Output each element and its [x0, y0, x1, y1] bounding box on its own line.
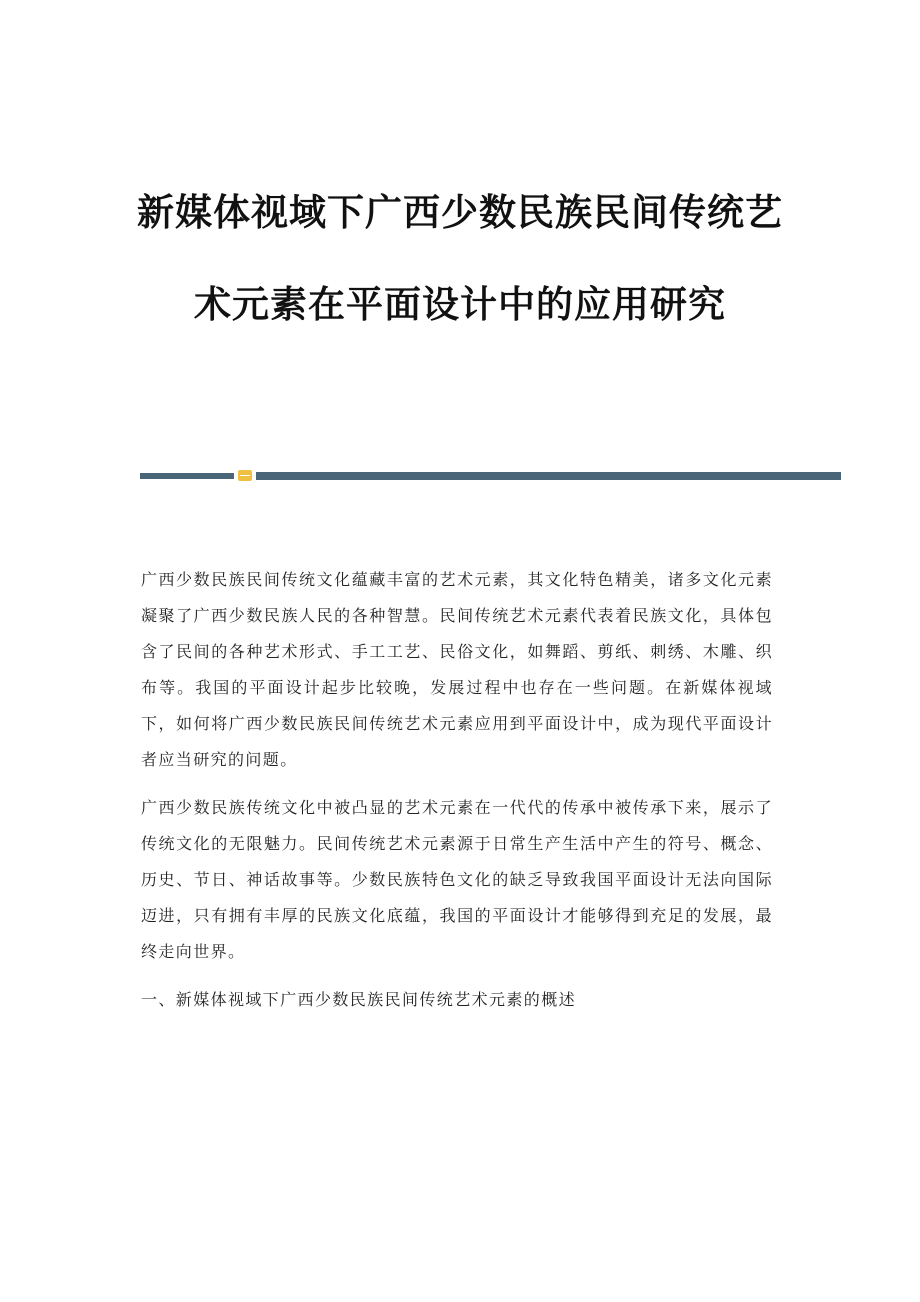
- title-line-1: 新媒体视域下广西少数民族民间传统艺: [137, 190, 783, 234]
- title-line-2: 术元素在平面设计中的应用研究: [194, 282, 726, 326]
- section-heading: 一、新媒体视域下广西少数民族民间传统艺术元素的概述: [141, 990, 577, 1009]
- divider-bar-left: [140, 473, 234, 479]
- divider-bar-right: [256, 472, 841, 480]
- document-body: [141, 562, 773, 1018]
- paragraph-2: 广西少数民族传统文化中被凸显的艺术元素在一代代的传承中被传承下来，展示了传统文化的无限魅力。民间传统艺术元素源于日常生产生活中产生的符号、概念、历史、节日、神话故事等。少数民族特色文化的缺乏导致我国平面设计无法向国际迈进，只有拥有丰厚的民族文化底蕴，我国的平面设计才能够得到充足的发展，最终走向世界。: [141, 798, 773, 961]
- title-divider: [140, 470, 841, 482]
- paragraph-1: 广西少数民族民间传统文化蕴藏丰富的艺术元素，其文化特色精美，诸多文化元素凝聚了广西少数民族人民的各种智慧。民间传统艺术元素代表着民族文化，具体包含了民间的各种艺术形式、手工工艺、民俗文化，如舞蹈、剪纸、刺绣、木雕、织布等。我国的平面设计起步比较晚，发展过程中也存在一些问题。在新媒体视域下，如何将广西少数民族民间传统艺术元素应用到平面设计中，成为现代平面设计者应当研究的问题。: [141, 570, 773, 769]
- envelope-ornament-icon: [238, 470, 252, 481]
- document-title: [0, 190, 920, 326]
